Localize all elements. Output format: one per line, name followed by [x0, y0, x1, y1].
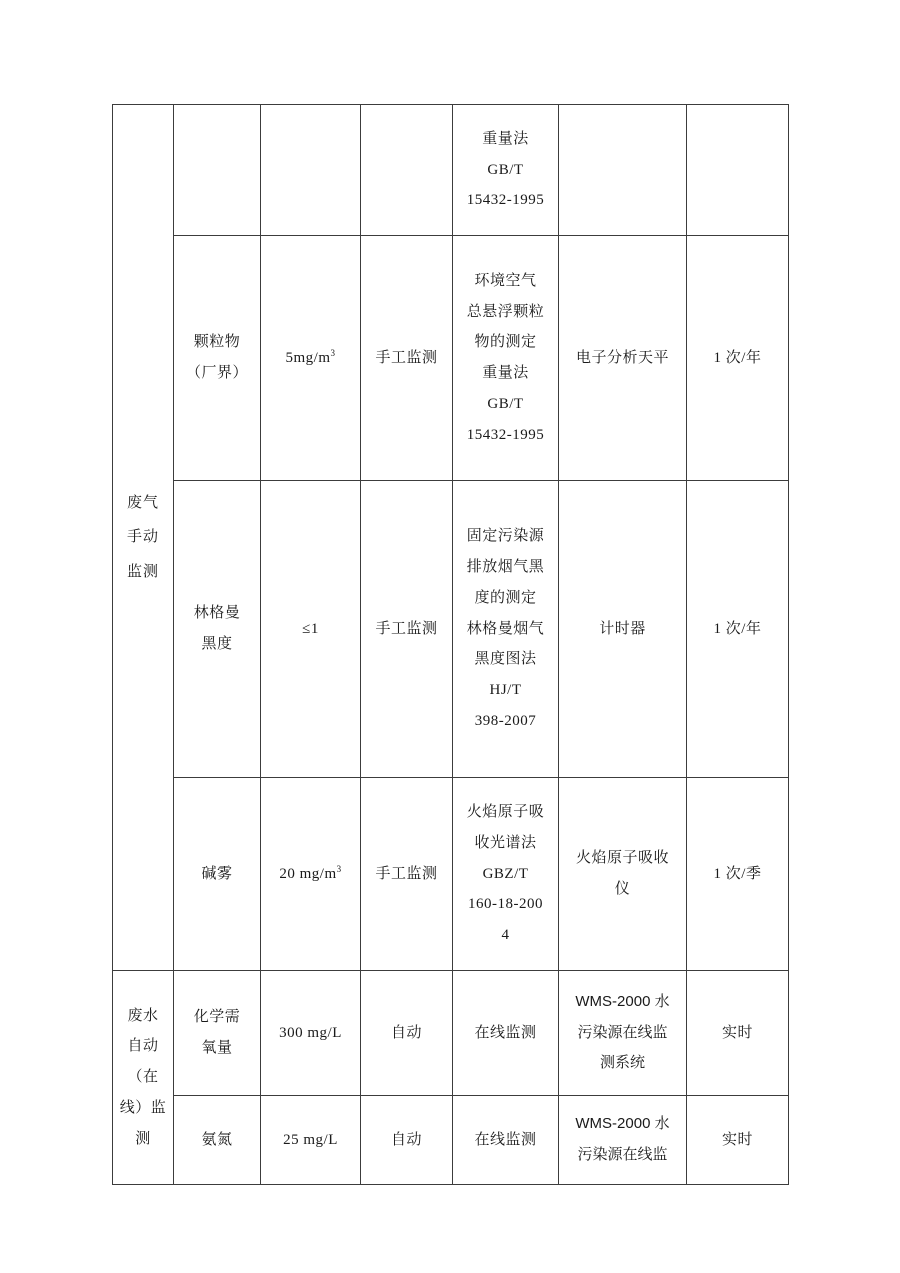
cell-method-ringelmann: 手工监测 [361, 481, 453, 778]
standard-line: GB/T [487, 395, 524, 412]
cell-equipment-particulate: 电子分析天平 [559, 236, 687, 481]
cell-pollutant-empty [174, 105, 261, 236]
table-row [113, 481, 789, 778]
cell-frequency-empty [687, 105, 789, 236]
pollutant-line: （厂界） [185, 365, 248, 381]
cell-standard-ammonia: 在线监测 [453, 1096, 559, 1185]
category-line: 线）监 [119, 1099, 167, 1116]
cell-method-particulate: 手工监测 [361, 236, 453, 481]
cell-pollutant-alkali-mist: 碱雾 [174, 778, 261, 971]
limit-superscript: 3 [330, 347, 336, 358]
standard-line: 火焰原子吸 [466, 804, 545, 821]
pollutant-line: 氧量 [201, 1040, 233, 1056]
category-line: 测 [135, 1130, 151, 1147]
standard-line: 总悬浮颗粒 [466, 303, 545, 320]
pollutant-line: 黑度 [201, 636, 233, 652]
table-row [113, 236, 789, 481]
category-line: 监测 [126, 563, 159, 580]
standard-line: 排放烟气黑 [466, 559, 545, 576]
standard-line: GBZ/T [482, 865, 529, 882]
cell-pollutant-ringelmann [174, 481, 261, 778]
equipment-line: 污染源在线监 [577, 1023, 668, 1041]
standard-line: 林格曼烟气 [466, 620, 545, 637]
cell-category-waste-gas [113, 105, 174, 971]
standard-line: 160-18-200 [468, 896, 543, 913]
cell-limit-ammonia: 25 mg/L [261, 1096, 361, 1185]
standard-line: 重量法 [482, 365, 529, 381]
cell-pollutant-cod [174, 971, 261, 1096]
standard-line: 物的测定 [474, 334, 537, 351]
equipment-line: 污染源在线监 [577, 1146, 668, 1163]
cell-limit-cod: 300 mg/L [261, 971, 361, 1096]
table-row [113, 971, 789, 1096]
category-line: 自动 [127, 1038, 159, 1055]
cell-equipment-empty [559, 105, 687, 236]
table-row [113, 1096, 789, 1185]
table-row [113, 105, 789, 236]
category-line: （在 [127, 1069, 159, 1086]
standard-line: 固定污染源 [466, 528, 545, 545]
standard-line: 重量法 [482, 130, 529, 147]
cell-equipment-alkali-mist [559, 778, 687, 971]
cell-standard [453, 105, 559, 236]
cell-pollutant-ammonia: 氨氮 [174, 1096, 261, 1185]
standard-line: 15432-1995 [466, 192, 545, 209]
cell-method-ammonia: 自动 [361, 1096, 453, 1185]
standard-line: 度的测定 [474, 589, 537, 606]
cell-method-alkali-mist: 手工监测 [361, 778, 453, 971]
standard-line: 收光谱法 [474, 834, 537, 851]
pollutant-line: 颗粒物 [193, 334, 241, 351]
pollutant-line: 林格曼 [193, 605, 241, 622]
cell-limit-particulate [261, 236, 361, 481]
equipment-line: WMS-2000 水 [575, 992, 670, 1010]
cell-category-waste-water [113, 971, 174, 1185]
monitoring-table-container [112, 104, 788, 1185]
cell-frequency-ammonia: 实时 [687, 1096, 789, 1185]
cell-limit-alkali-mist [261, 778, 361, 971]
cell-frequency-particulate: 1 次/年 [687, 236, 789, 481]
cell-frequency-alkali-mist: 1 次/季 [687, 778, 789, 971]
cell-limit-empty [261, 105, 361, 236]
cell-equipment-ringelmann: 计时器 [559, 481, 687, 778]
cell-standard-particulate [453, 236, 559, 481]
pollutant-line: 化学需 [193, 1009, 241, 1026]
cell-frequency-ringelmann: 1 次/年 [687, 481, 789, 778]
limit-value: 5mg/m [285, 349, 331, 366]
category-line: 废水 [127, 1007, 159, 1024]
equipment-line: WMS-2000 水 [575, 1115, 670, 1133]
cell-standard-cod: 在线监测 [453, 971, 559, 1096]
cell-equipment-ammonia [559, 1096, 687, 1185]
monitoring-table [112, 104, 789, 1185]
cell-standard-alkali-mist [453, 778, 559, 971]
standard-line: GB/T [487, 161, 524, 178]
limit-value: 20 mg/m [279, 865, 337, 882]
cell-method-cod: 自动 [361, 971, 453, 1096]
cell-equipment-cod [559, 971, 687, 1096]
cell-standard-ringelmann [453, 481, 559, 778]
equipment-line: 仪 [614, 881, 631, 897]
equipment-line: 测系统 [599, 1054, 645, 1072]
standard-line: 15432-1995 [466, 426, 545, 443]
standard-line: 398-2007 [474, 712, 537, 729]
category-line: 手动 [126, 529, 159, 546]
cell-method-empty [361, 105, 453, 236]
cell-pollutant-particulate [174, 236, 261, 481]
standard-line: HJ/T [489, 682, 522, 699]
standard-line: 4 [501, 927, 510, 944]
standard-line: 黑度图法 [474, 651, 537, 668]
cell-frequency-cod: 实时 [687, 971, 789, 1096]
table-row [113, 778, 789, 971]
equipment-line: 火焰原子吸收 [575, 850, 669, 867]
cell-limit-ringelmann: ≤1 [261, 481, 361, 778]
limit-superscript: 3 [336, 863, 342, 874]
standard-line: 环境空气 [474, 272, 537, 289]
category-line: 废气 [126, 494, 159, 511]
